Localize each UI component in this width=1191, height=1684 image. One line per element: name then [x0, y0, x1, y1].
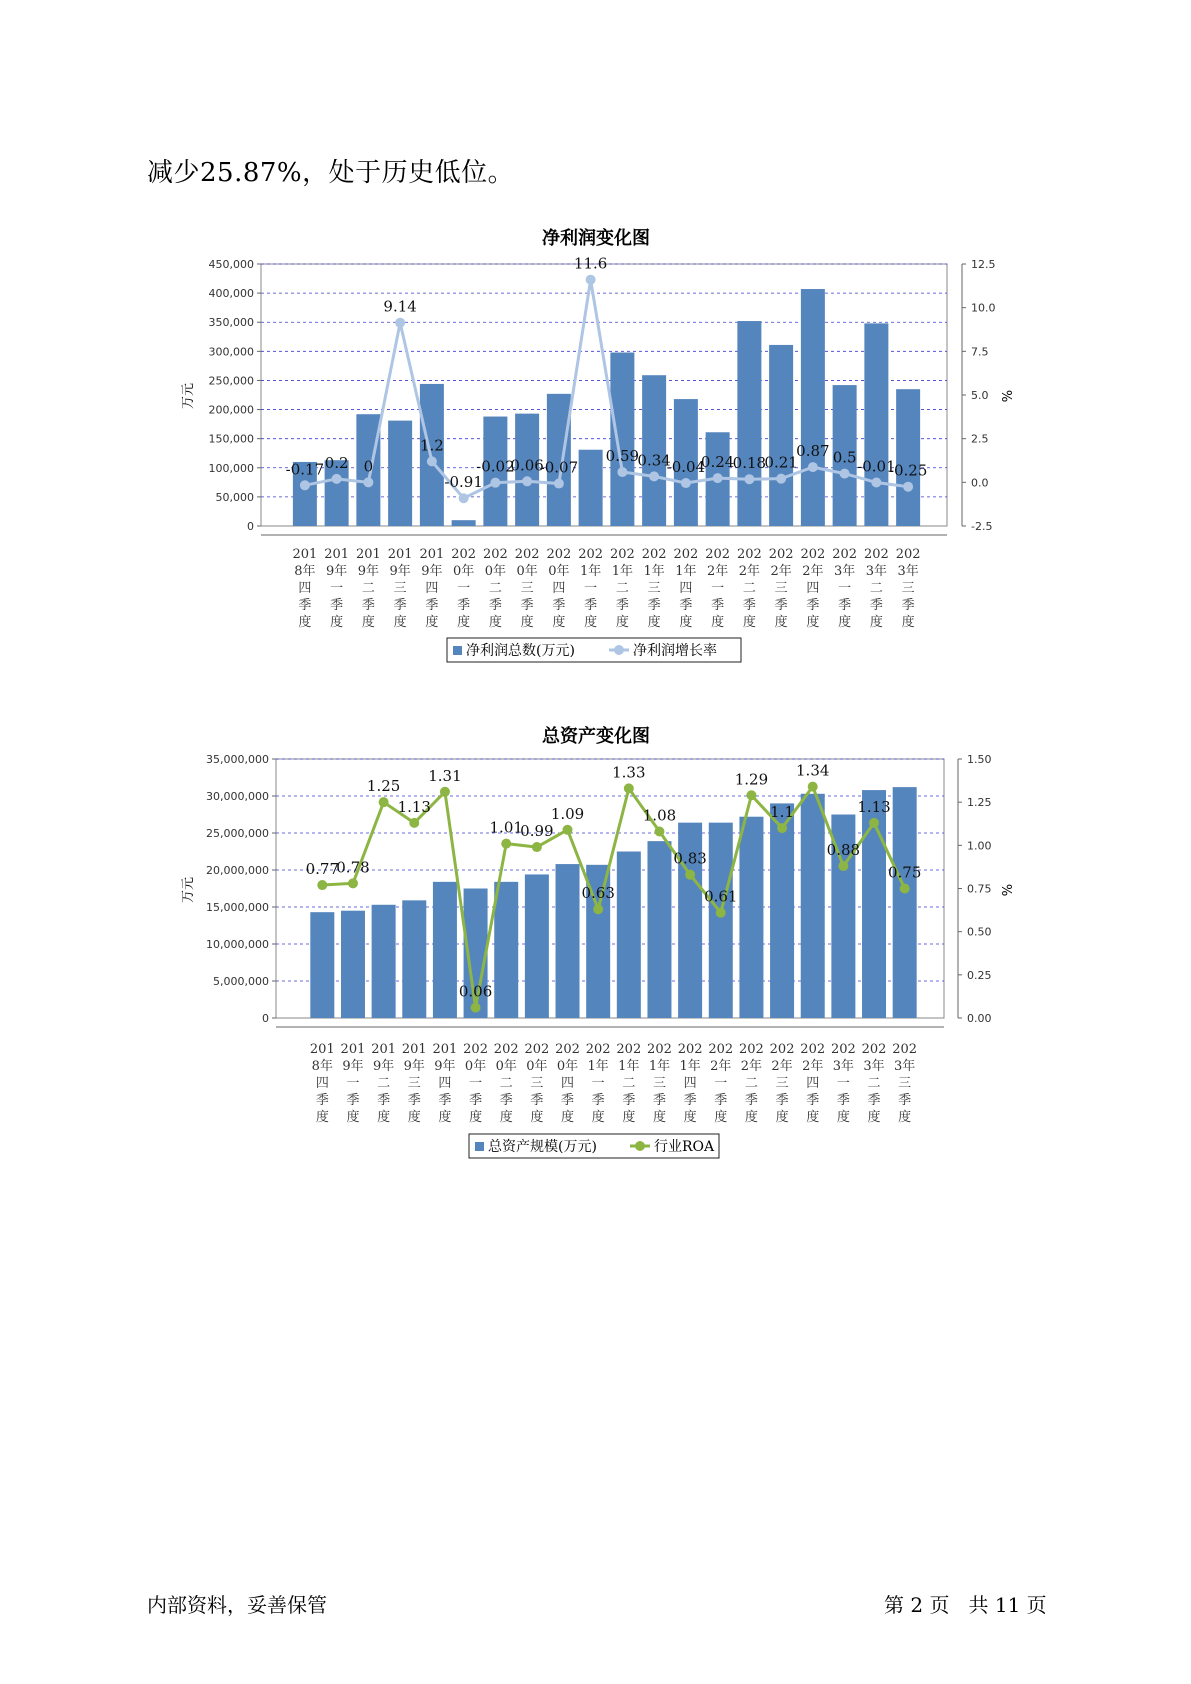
data-label: 1.34 — [796, 761, 830, 780]
line-point — [593, 904, 603, 914]
line-point — [808, 462, 818, 472]
line-point — [300, 480, 310, 490]
x-tick-label: 202 2年三季度 — [768, 547, 794, 630]
x-tick-label: 202 3年一季度 — [830, 1042, 856, 1125]
y-tick-label: 450,000 — [208, 258, 254, 271]
x-tick-label: 202 1年一季度 — [585, 1042, 611, 1125]
bar — [433, 882, 457, 1018]
y-tick-label: 350,000 — [208, 316, 254, 330]
x-tick-label: 201 8年四季度 — [309, 1042, 335, 1125]
line-point — [363, 477, 373, 487]
y-axis-title: 万元 — [181, 382, 196, 410]
bar — [896, 389, 920, 526]
bar — [801, 794, 825, 1018]
data-label: 0.61 — [704, 887, 738, 906]
x-tick-label: 202 2年四季度 — [800, 1042, 826, 1125]
bar — [610, 352, 634, 526]
y2-tick-label: 7.5 — [971, 345, 989, 359]
x-tick-label: 202 2年一季度 — [705, 547, 731, 630]
x-tick-label: 201 9年四季度 — [419, 547, 445, 630]
line-point — [317, 880, 327, 890]
data-label: -0.01 — [857, 457, 896, 476]
y-tick-label: 250,000 — [208, 374, 254, 388]
data-label: 0.18 — [732, 454, 767, 473]
y-tick-label: 0 — [247, 520, 254, 533]
line-point — [554, 479, 564, 489]
x-tick-label: 202 3年二季度 — [863, 547, 889, 630]
x-tick-label: 201 9年一季度 — [340, 1042, 366, 1125]
data-label: 1.33 — [612, 763, 646, 782]
chart-title: 净利润变化图 — [542, 228, 650, 249]
line-point — [332, 474, 342, 484]
x-tick-label: 202 0年二季度 — [493, 1042, 519, 1125]
x-tick-label: 202 1年四季度 — [677, 1042, 703, 1125]
data-label: -0.07 — [539, 458, 579, 477]
y2-tick-label: -2.5 — [971, 520, 993, 533]
y2-tick-label: 10.0 — [971, 301, 996, 315]
data-label: 1.31 — [428, 766, 462, 785]
data-label: 0.87 — [796, 442, 830, 461]
legend-bar-label: 净利润总数(万元) — [466, 643, 575, 659]
x-tick-label: 202 1年二季度 — [609, 547, 635, 630]
line-point — [838, 861, 848, 871]
data-label: -0.91 — [444, 473, 483, 492]
line-point — [685, 870, 695, 880]
bar — [770, 803, 794, 1018]
x-tick-label: 202 0年一季度 — [463, 1042, 488, 1125]
data-label: 0.83 — [673, 849, 707, 868]
data-label: -0.04 — [666, 458, 706, 477]
bar — [372, 905, 396, 1018]
y2-tick-label: 0.50 — [967, 925, 992, 939]
x-tick-label: 202 1年二季度 — [616, 1042, 642, 1125]
line-point — [409, 818, 419, 828]
bar — [647, 841, 671, 1018]
x-tick-label: 201 9年四季度 — [432, 1042, 458, 1125]
y-tick-label: 0 — [262, 1012, 269, 1025]
line-point — [713, 473, 723, 483]
bar — [525, 874, 549, 1018]
line-point — [681, 478, 691, 488]
y-tick-label: 30,000,000 — [206, 790, 269, 803]
legend-line-marker — [614, 645, 624, 655]
y2-tick-label: 0.0 — [971, 476, 989, 490]
y-tick-label: 50,000 — [215, 490, 254, 504]
line-point — [617, 467, 627, 477]
line-point — [716, 908, 726, 918]
x-tick-label: 202 2年二季度 — [736, 547, 762, 630]
x-tick-label: 201 8年四季度 — [292, 547, 318, 630]
x-tick-label: 202 2年二季度 — [739, 1042, 764, 1125]
bar — [579, 450, 603, 526]
line-point — [777, 823, 787, 833]
data-label: 0.77 — [305, 860, 340, 879]
data-label: 0.78 — [336, 858, 370, 877]
line-point — [348, 878, 358, 888]
line-point — [440, 787, 450, 797]
y-tick-label: 35,000,000 — [206, 753, 269, 766]
x-tick-label: 202 2年四季度 — [800, 547, 826, 630]
line-point — [427, 456, 437, 466]
x-tick-label: 202 0年四季度 — [546, 547, 572, 630]
x-tick-label: 202 2年一季度 — [708, 1042, 734, 1125]
x-tick-label: 202 2年三季度 — [769, 1042, 795, 1125]
y-tick-label: 200,000 — [208, 403, 254, 417]
bar — [310, 912, 334, 1018]
bar — [494, 882, 518, 1018]
x-tick-label: 202 1年一季度 — [578, 547, 604, 630]
line-point — [808, 782, 818, 792]
data-label: 0.5 — [832, 448, 857, 467]
y-tick-label: 5,000,000 — [213, 975, 269, 988]
line-point — [471, 1003, 481, 1013]
data-label: 0.59 — [605, 447, 640, 466]
y2-tick-label: 0.75 — [967, 882, 992, 896]
line-point — [840, 469, 850, 479]
data-label: 0 — [363, 457, 374, 476]
bar — [556, 864, 580, 1018]
data-label: 11.6 — [573, 254, 608, 273]
y-tick-label: 20,000,000 — [206, 864, 269, 877]
data-label: 1.1 — [770, 803, 795, 822]
line-point — [869, 818, 879, 828]
line-point — [871, 478, 881, 488]
line-point — [746, 790, 756, 800]
x-tick-label: 202 0年三季度 — [514, 547, 540, 630]
total-assets-chart-svg — [0, 718, 1191, 1178]
bar — [769, 345, 793, 526]
y2-axis-title: % — [1001, 883, 1016, 897]
data-label: -0.02 — [476, 457, 515, 476]
y2-tick-label: 0.00 — [967, 1012, 992, 1025]
line-point — [654, 827, 664, 837]
y2-tick-label: 2.5 — [971, 432, 989, 446]
y2-tick-label: 5.0 — [971, 389, 989, 402]
bar — [341, 911, 365, 1018]
legend-bar-swatch — [475, 1142, 484, 1151]
legend-bar-label: 总资产规模(万元) — [488, 1139, 597, 1155]
y-tick-label: 25,000,000 — [206, 827, 269, 840]
data-label: 9.14 — [383, 297, 417, 316]
y2-axis-title: % — [1001, 389, 1016, 403]
line-point — [744, 474, 754, 484]
x-tick-label: 202 0年三季度 — [524, 1042, 550, 1125]
data-label: 0.24 — [700, 453, 735, 472]
line-point — [379, 797, 389, 807]
x-tick-label: 201 9年一季度 — [324, 547, 350, 630]
x-tick-label: 202 1年四季度 — [673, 547, 699, 630]
line-point — [586, 275, 596, 285]
bar — [739, 817, 763, 1018]
data-label: -0.17 — [285, 460, 325, 479]
chart-title: 总资产变化图 — [542, 726, 650, 747]
data-label: 0.06 — [510, 456, 544, 475]
line-point — [900, 884, 910, 894]
data-label: 1.2 — [419, 436, 444, 455]
data-label: 0.99 — [520, 822, 554, 841]
y2-tick-label: 1.25 — [967, 796, 992, 810]
line-point — [563, 825, 573, 835]
bar — [709, 823, 733, 1018]
data-label: 0.88 — [826, 841, 861, 860]
y2-tick-label: 1.50 — [967, 753, 992, 766]
footer-page-number: 第 2 页 共 11 页 — [884, 1593, 1047, 1617]
y-tick-label: 100,000 — [208, 461, 254, 475]
x-tick-label: 202 1年三季度 — [647, 1042, 672, 1125]
data-label: 1.13 — [857, 797, 891, 816]
bar — [388, 421, 412, 526]
x-tick-label: 202 3年三季度 — [895, 547, 921, 630]
x-tick-label: 201 9年二季度 — [355, 547, 381, 630]
x-tick-label: 202 0年二季度 — [482, 547, 508, 630]
data-label: 1.13 — [397, 797, 431, 816]
y2-tick-label: 1.00 — [967, 839, 992, 853]
data-label: 0.06 — [458, 982, 493, 1001]
x-tick-label: 201 9年三季度 — [401, 1042, 427, 1125]
line-point — [649, 471, 659, 481]
x-tick-label: 202 0年四季度 — [555, 1042, 580, 1125]
y-tick-label: 150,000 — [208, 432, 254, 446]
y-tick-label: 10,000,000 — [206, 938, 269, 951]
y2-tick-label: 12.5 — [971, 258, 996, 271]
x-tick-label: 201 9年二季度 — [371, 1042, 397, 1125]
x-tick-label: 201 9年三季度 — [387, 547, 413, 630]
y-tick-label: 400,000 — [208, 287, 254, 301]
y-tick-label: 15,000,000 — [206, 901, 269, 914]
x-tick-label: 202 1年三季度 — [641, 547, 667, 630]
bar — [402, 900, 426, 1018]
x-tick-label: 202 3年三季度 — [892, 1042, 918, 1125]
line-point — [903, 482, 913, 492]
y-axis-title: 万元 — [181, 876, 196, 904]
data-label: 0.34 — [637, 451, 671, 470]
line-point — [776, 474, 786, 484]
y-tick-label: 300,000 — [208, 345, 254, 359]
legend-line-label: 净利润增长率 — [633, 643, 717, 659]
line-point — [501, 839, 511, 849]
bar — [737, 321, 761, 526]
data-label: 0.2 — [324, 453, 349, 472]
intro-text: 减少25.87%，处于历史低位。 — [147, 158, 515, 188]
line-point — [459, 493, 469, 503]
bar — [452, 520, 476, 526]
data-label: 0.63 — [581, 884, 615, 903]
legend-line-label: 行业ROA — [654, 1139, 715, 1155]
x-tick-label: 202 3年二季度 — [861, 1042, 887, 1125]
data-label: 1.29 — [734, 770, 769, 789]
line-point — [395, 318, 405, 328]
legend-bar-swatch — [453, 646, 462, 655]
data-label: 1.09 — [550, 804, 585, 823]
footer-confidential-note: 内部资料，妥善保管 — [147, 1593, 327, 1617]
bar — [617, 852, 641, 1019]
bar — [893, 787, 917, 1018]
line-point — [532, 842, 542, 852]
bar — [801, 289, 825, 526]
bar — [864, 323, 888, 526]
net-profit-chart-svg — [0, 220, 1191, 675]
data-label: 1.25 — [366, 777, 401, 796]
data-label: -0.25 — [888, 461, 928, 480]
y2-tick-label: 0.25 — [967, 968, 992, 982]
x-tick-label: 202 3年一季度 — [832, 547, 858, 630]
line-point — [490, 478, 500, 488]
data-label: 1.01 — [489, 818, 523, 837]
line-point — [522, 476, 532, 486]
line-point — [624, 783, 634, 793]
data-label: 0.75 — [887, 863, 922, 882]
total-assets-chart — [0, 718, 1191, 1178]
data-label: 1.08 — [642, 806, 677, 825]
x-tick-label: 202 0年一季度 — [451, 547, 477, 630]
data-label: 0.21 — [764, 453, 798, 472]
legend-line-marker — [635, 1141, 645, 1151]
net-profit-chart — [0, 220, 1191, 675]
